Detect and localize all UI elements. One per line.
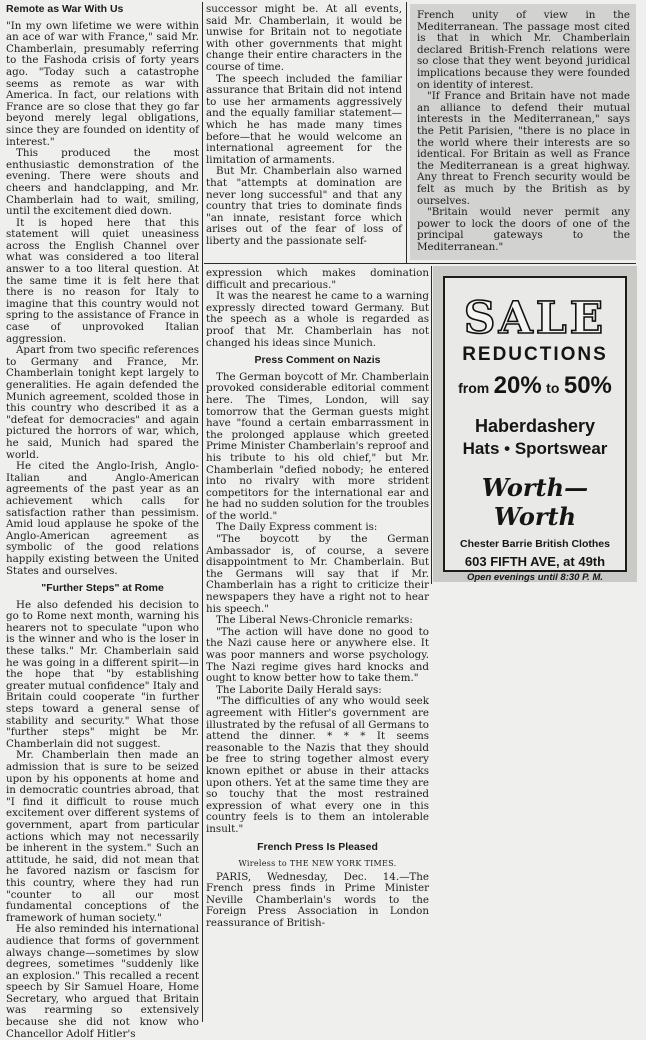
paragraph: He cited the Anglo-Irish, Anglo-Italian and Anglo-American agreements of the past year as an achievement which calls for satisfaction rather than pessimism. Amid loud applause he spoke of the Anglo-American agreement as symbolic of the good relations happily existing between the United States and ourselves. — [6, 460, 199, 577]
paragraph: But Mr. Chamberlain also warned that "attempts at domination are never long successful" and that any country that tries to dominate finds "an innate, resistant force which arises out of the fear of loss of liberty and the passionate self- — [206, 165, 402, 247]
article-column-1 — [6, 3, 199, 1040]
paragraph: The Daily Express comment is: — [216, 521, 378, 534]
paragraph: The Laborite Daily Herald says: — [216, 683, 382, 696]
ad-brand-tagline: Chester Barrie British Clothes — [460, 538, 610, 550]
ad-brand-logo: Worth—Worth — [481, 473, 589, 531]
paragraph: The Liberal News-Chronicle remarks: — [216, 614, 413, 627]
paragraph: Apart from two specific references to Germany and France, Mr. Chamberlain tonight kept largely to generalities. He again defended the Munich agreement, scolded those in this country who described it as a "defeat for democracies" and again pictured the horrors of war, which, he said, Munich had spared the world. — [6, 344, 199, 461]
column-rule — [202, 2, 203, 1022]
paragraph: It was the nearest he came to a warning expressly directed toward Germany. But the speech as a whole is regarded as proof that Mr. Chamberlain has not changed his ideas since Munich. — [206, 290, 429, 349]
section-heading: Remote as War With Us — [6, 3, 124, 15]
ad-border-frame — [443, 276, 627, 583]
section-heading: "Further Steps" at Rome — [41, 582, 164, 595]
ad-subtitle: REDUCTIONS — [462, 344, 608, 365]
paragraph: He also defended his decision to go to Rome next month, warning his hearers not to speculate "upon who is the winner and who is the loser in these talks." Mr. Chamberlain said he was going in a different spirit—in the hope that "by establishing greater mutual confidence" Italy and Britain could cooperate "in further steps toward a general sense of stability and security." What those "further steps" might be Mr. Chamberlain did not suggest. — [6, 598, 199, 750]
ad-low-discount: 20% — [493, 372, 542, 399]
paragraph: French unity of view in the Mediterranean. The passage most cited is that in which Mr. Chamberlain declared British-French relations were so close that they went beyond juridical implications because they were founded on identity of interest. — [417, 9, 630, 91]
sale-advertisement — [433, 266, 637, 582]
column-rule — [204, 263, 636, 264]
ad-discount-range — [445, 372, 625, 400]
ad-to: to — [546, 380, 560, 396]
ad-hours: Open evenings until 8:30 P. M. — [466, 572, 604, 583]
paragraph: The German boycott of Mr. Chamberlain provoked considerable editorial comment here. The Times, London, will say tomorrow that the German guests might have "found a certain embarrassment in the prolonged applause which greeted Prime Minister Chamberlain's reproof and his tribute to his old chief," but Mr. Chamberlain "defied nobody; he entered into no rivalry with more strident competitors for the international ear and he had no sudden solution for the troubles of the world." — [206, 370, 429, 522]
section-heading: French Press Is Pleased — [257, 840, 378, 853]
paragraph: expression which makes domination difficult and precarious." — [206, 267, 429, 291]
paragraph: Mr. Chamberlain then made an admission that is sure to be seized upon by his opponents at home and in democratic countries abroad, that "I find it difficult to rouse much excitement over different systems of government, apart from particular actions which may not necessarily be inherent in the system." Such an attitude, he said, did not mean that he favored nazism or fascism for this country, where they had run "counter to all our most fundamental conceptions of the framework of human society." — [6, 749, 199, 924]
article-column-2 — [206, 4, 402, 260]
ad-category: Haberdashery — [474, 416, 596, 436]
paragraph: PARIS, Wednesday, Dec. 14.—The French press finds in Prime Minister Neville Chamberlain's words to the Foreign Press Association in London reassurance of British- — [206, 870, 429, 930]
ad-products: Hats • Sportswear — [462, 439, 608, 458]
dateline-credit: Wireless to THE NEW YORK TIMES. — [238, 859, 397, 869]
article-column-3 — [410, 4, 636, 260]
paragraph: He also reminded his international audience that forms of government always change—sometimes by slow degrees, sometimes "suddenly like an explosion." This recalled a recent speech by Sir Samuel Hoare, Home Secretary, who argued that Britain was rearming so extensively because she did not know who Chancellor Adolf Hitler's — [6, 923, 199, 1040]
ad-from: from — [458, 380, 490, 396]
paragraph: This produced the most enthusiastic demonstration of the evening. There were shouts and cheers and handclapping, and Mr. Chamberlain had to wait, smiling, until the excitement died down. — [6, 147, 199, 218]
paragraph: "The difficulties of any who would seek agreement with Hitler's government are illustrated by the refusal of all Germans to attend the dinner. * * * It seems reasonable to the Nazis that they should be free to string together almost every known epithet or abuse in their attacks upon others. Yet at the same time they are so touchy that the most restrained expression of what every one in this country feels is to them an intolerable insult." — [206, 695, 429, 835]
column-rule — [406, 2, 407, 264]
paragraph: successor might be. At all events, said Mr. Chamberlain, it would be unwise for Britain not to negotiate with other governments that might change their entire characters in the course of time. — [206, 3, 402, 73]
article-column-4 — [206, 268, 429, 1020]
paragraph: The speech included the familiar assurance that Britain did not intend to use her armaments aggressively and the equally familiar statement—which he has made many times before—that he would welcome an international agreement for the limitation of armaments. — [206, 72, 402, 166]
ad-address: 603 FIFTH AVE, at 49th — [464, 554, 606, 569]
paragraph: "In my own lifetime we were within an ace of war with France," said Mr. Chamberlain, presumably referring to the Fashoda crisis of forty years ago. "Today such a catastrophe seems as remote as war with America. In fact, our relations with France are so close that they go far beyond merely legal obligations, since they are founded on identity of interest." — [6, 19, 199, 148]
paragraph: "Britain would never permit any power to lock the doors of one of the principal gateways to the Mediterranean." — [417, 206, 630, 253]
ad-title: SALE — [463, 293, 607, 344]
paragraph: "The action will have done no good to the Nazi cause here or anywhere else. It was poor manners and worse psychology. The Nazi regime gives hard knocks and ought to know better how to take them." — [206, 625, 429, 685]
paragraph: "If France and Britain have not made an alliance to defend their mutual interests in the Mediterranean," says the Petit Parisien, "there is no place in the world where their interests are so identical. For Britain as well as France the Mediterranean is a great highway. Any threat to French security would be felt as much by the British as by ourselves. — [417, 90, 630, 207]
column-rule — [431, 266, 432, 584]
paragraph: "The boycott by the German Ambassador is, of course, a severe disappointment to Mr. Chamberlain. But the Germans will say that if Mr. Chamberlain has a right to criticize their newspapers they have a right not to hear his speech." — [206, 533, 429, 615]
ad-high-discount: 50% — [563, 372, 612, 399]
paragraph: It is hoped here that this statement will quiet uneasiness across the English Channel over what was considered a too literal answer to a too literal question. At the same time it is felt here that there is no reason for Italy to imagine that this country would not spring to the assistance of France in case of unprovoked Italian aggression. — [6, 216, 199, 345]
section-heading: Press Comment on Nazis — [254, 354, 381, 367]
